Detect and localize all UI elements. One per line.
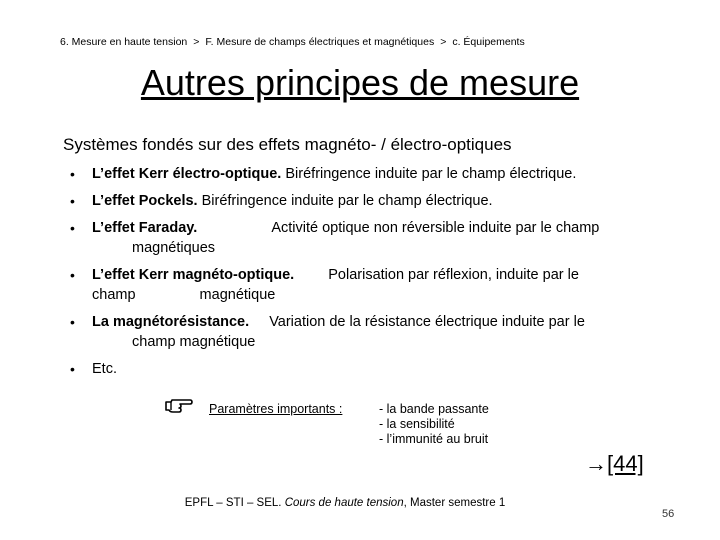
bullet-list [70, 164, 670, 386]
list-item [70, 218, 670, 258]
breadcrumb-separator: > [193, 36, 200, 48]
bullet-dot: • [70, 220, 75, 236]
list-item [70, 191, 670, 211]
page-title: Autres principes de mesure [140, 62, 580, 103]
params-list [379, 402, 489, 447]
bullet-term: L’effet Faraday. [92, 220, 198, 236]
bullet-term: L’effet Kerr magnéto-optique. [92, 267, 295, 283]
bullet-dot: • [70, 314, 75, 330]
section-subtitle: Systèmes fondés sur des effets magnéto- / électro-optiques [63, 135, 512, 154]
reference-text: [44] [607, 451, 644, 476]
bullet-dot: • [70, 166, 75, 182]
bullet-term: Etc. [92, 361, 117, 377]
bullet-desc: Biréfringence induite par le champ électrique. [285, 166, 577, 182]
list-item [70, 265, 670, 305]
bullet-term: L’effet Kerr électro-optique. [92, 166, 282, 182]
bullet-desc: Polarisation par réflexion, induite par le [328, 267, 579, 283]
param-item: - la bande passante [379, 402, 489, 416]
breadcrumb-item: 6. Mesure en haute tension [60, 36, 188, 48]
list-item [70, 164, 670, 184]
bullet-dot: • [70, 267, 75, 283]
footer-suffix: , Master semestre 1 [403, 497, 506, 509]
arrow-right-icon: → [585, 451, 607, 476]
footer [0, 497, 690, 509]
bullet-term: La magnétorésistance. [92, 314, 250, 330]
footer-prefix: EPFL – STI – SEL. [184, 497, 282, 509]
bullet-term: L’effet Pockels. [92, 193, 198, 209]
bullet-desc: Variation de la résistance électrique induite par le [269, 314, 585, 330]
list-item [70, 359, 670, 379]
bullet-dot: • [70, 193, 75, 209]
reference-link[interactable] [585, 451, 644, 477]
list-item [70, 312, 670, 352]
bullet-continuation: champ magnétique [92, 287, 276, 303]
bullet-dot: • [70, 361, 75, 377]
param-item: - la sensibilité [379, 417, 455, 431]
pointing-hand-icon-svg [164, 396, 194, 416]
breadcrumb-separator: > [440, 36, 447, 48]
param-item: - l’immunité au bruit [379, 432, 489, 446]
params-label: Paramètres importants : [209, 402, 343, 416]
bullet-continuation: magnétiques [132, 240, 216, 256]
breadcrumb [60, 36, 525, 48]
breadcrumb-item: c. Équipements [452, 36, 525, 48]
pointing-hand-icon [164, 396, 194, 420]
footer-course: Cours de haute tension [284, 497, 404, 509]
breadcrumb-item: F. Mesure de champs électriques et magnétiques [205, 36, 435, 48]
page-number: 56 [662, 508, 675, 520]
bullet-continuation: champ magnétique [132, 334, 256, 350]
bullet-desc: Biréfringence induite par le champ électrique. [201, 193, 493, 209]
bullet-desc: Activité optique non réversible induite par le champ [271, 220, 600, 236]
